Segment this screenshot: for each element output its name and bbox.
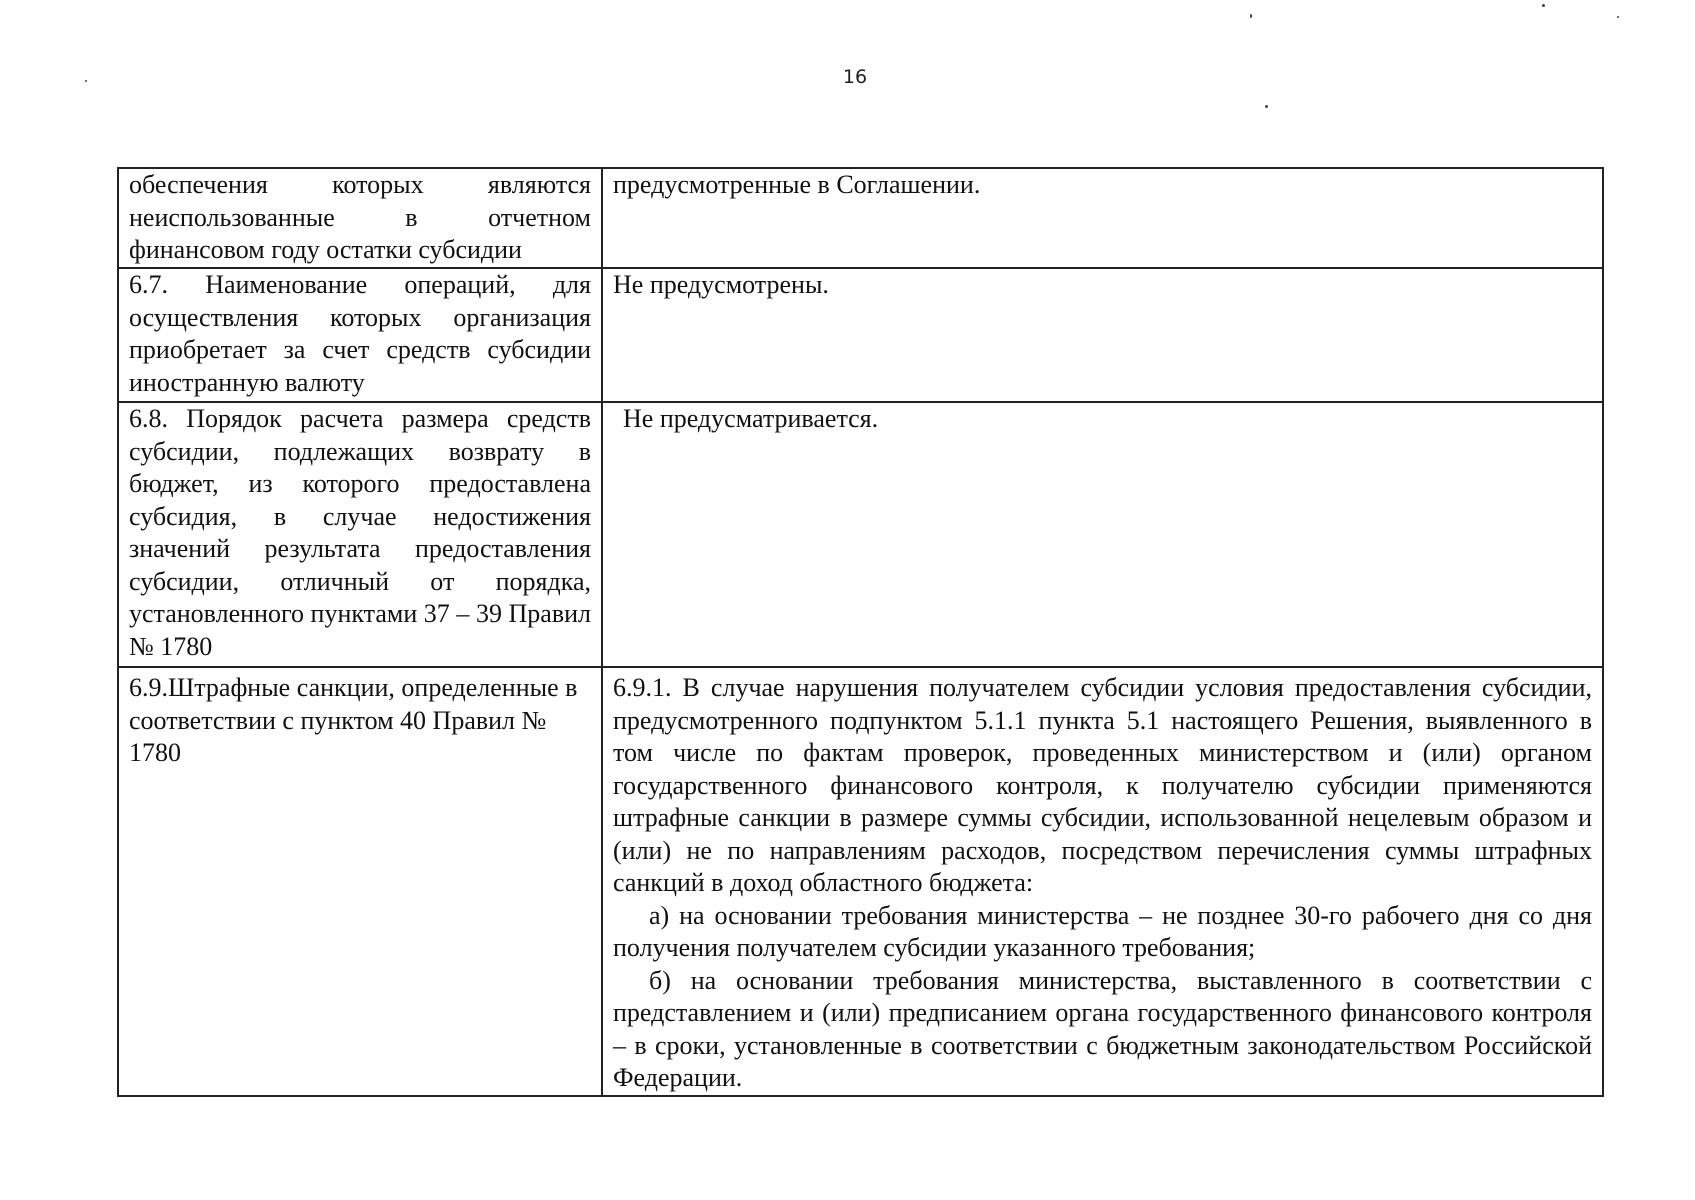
row-value xyxy=(602,268,1603,402)
table-row xyxy=(118,402,1603,667)
row-paragraph: 6.9.1. В случае нарушения получателем субсидии условия предоставления субсидии, предусмотренного подпунктом 5.1.1 пункта 5.1 настоящего Решения, выявленного в том числе по фактам проверок, проведенных министерством и (или) органом государственного финансового контроля, к получателю субсидии применяются штрафные санкции в размере суммы субсидии, использованной нецелевым образом и (или) не по направлениям расходов, посредством перечисления суммы штрафных санкций в доход областного бюджета: xyxy=(613,673,1592,897)
scan-speck xyxy=(1250,14,1252,18)
row-label: 6.8. Порядок расчета размера средств субсидии, подлежащих возврату в бюджет, из которого предоставлена субсидия, в случае недостижения значений результата предоставления субсидии, отличный от порядка, установленного пунктами 37 – 39 Правил № 1780 xyxy=(118,402,602,667)
document-table xyxy=(117,167,1604,1097)
table-row xyxy=(118,667,1603,1096)
page-number: 16 xyxy=(842,66,868,88)
row-paragraph: предусмотренные в Соглашении. xyxy=(613,170,981,199)
scan-speck xyxy=(85,80,87,82)
table-row xyxy=(118,168,1603,268)
row-paragraph: Не предусматривается. xyxy=(623,404,879,433)
row-label: 6.7. Наименование операций, для осуществления которых организация приобретает за счет средств субсидии иностранную валюту xyxy=(118,268,602,402)
row-paragraph: Не предусмотрены. xyxy=(613,270,829,299)
row-label: 6.9.Штрафные санкции, определенные в соответствии с пунктом 40 Правил № 1780 xyxy=(118,667,602,1096)
scan-speck xyxy=(1542,4,1545,7)
row-paragraph: б) на основании требования министерства, выставленного в соответствии с представлением и (или) предписанием органа государственного финансового контроля – в сроки, установленные в соответствии с бюджетным законодательством Российской Федерации. xyxy=(613,965,1592,1092)
table-row xyxy=(118,268,1603,402)
row-paragraph: а) на основании требования министерства – не позднее 30-го рабочего дня со дня получения получателем субсидии указанного требования; xyxy=(613,900,1592,962)
row-value xyxy=(602,168,1603,268)
row-label: обеспечения которых являются неиспользованные в отчетном финансовом году остатки субсидии xyxy=(118,168,602,268)
scan-speck xyxy=(1265,105,1268,108)
scan-speck xyxy=(1617,16,1619,18)
row-value xyxy=(602,667,1603,1096)
row-value xyxy=(602,402,1603,667)
